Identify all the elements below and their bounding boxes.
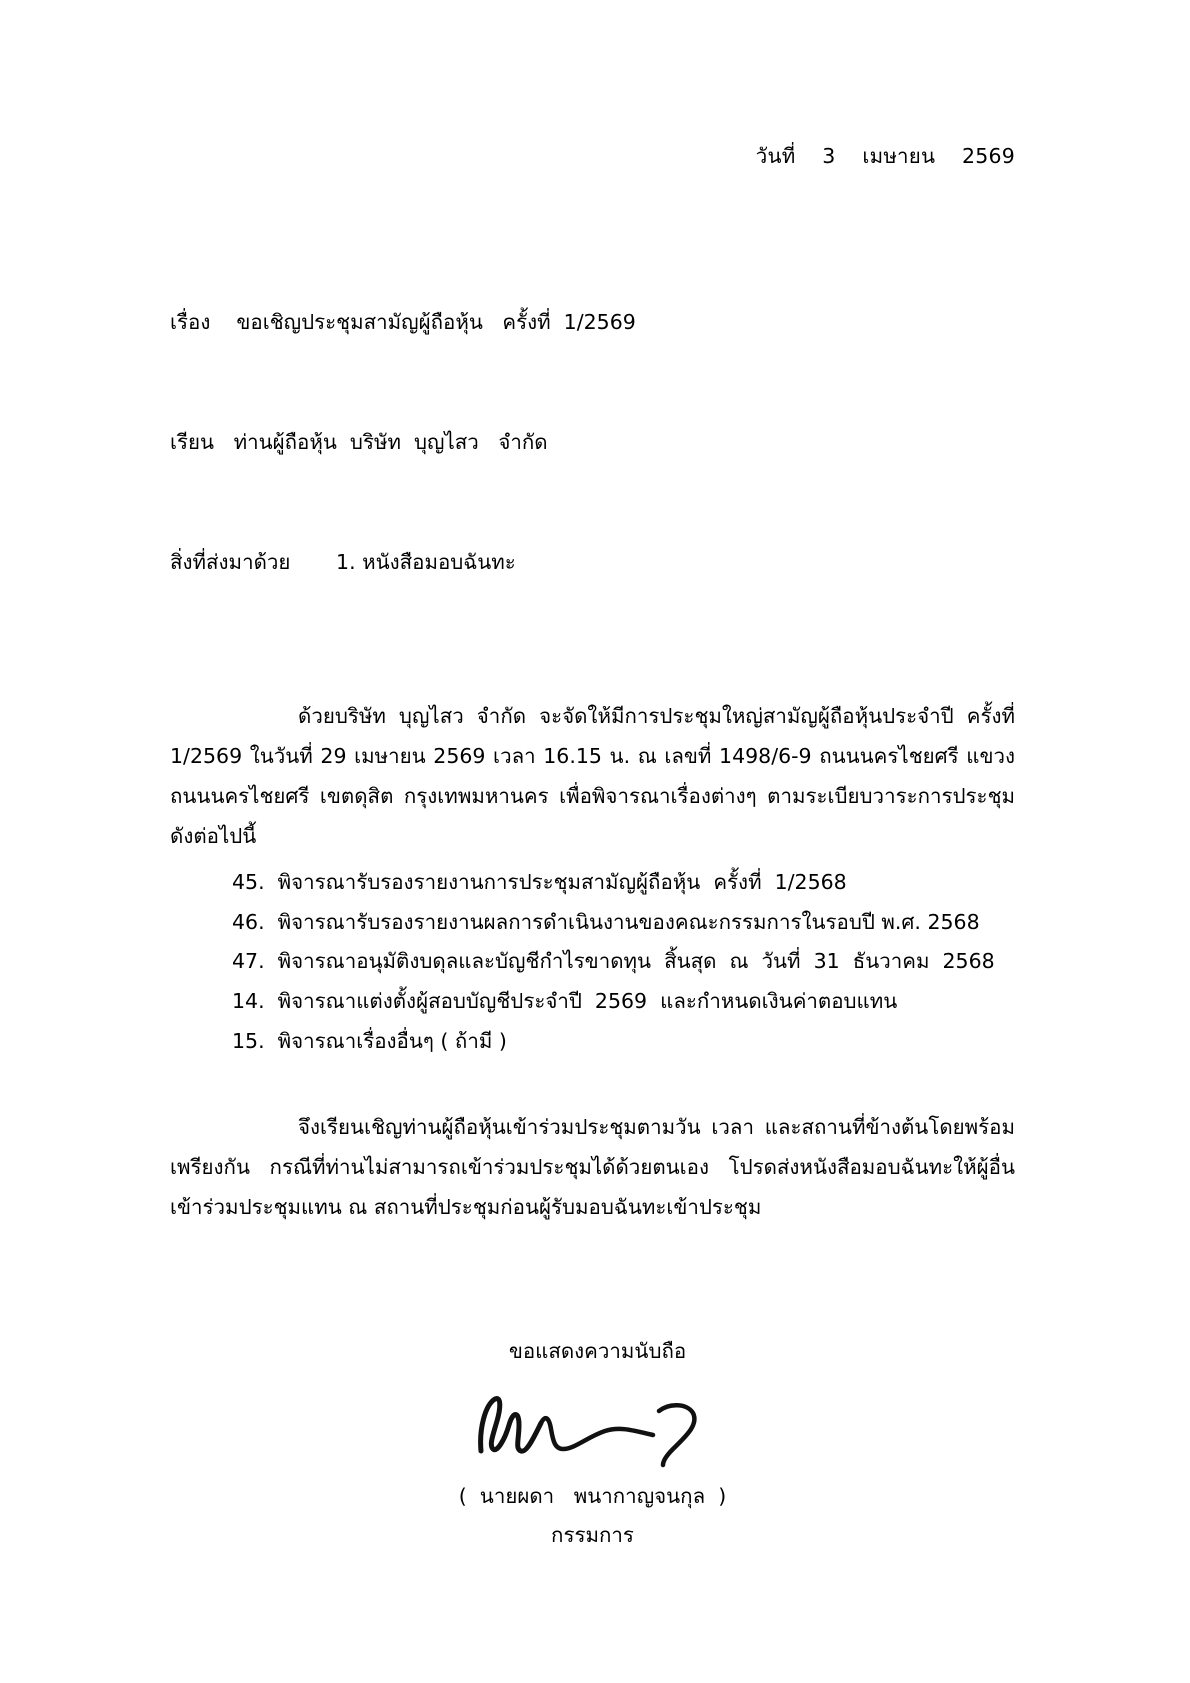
handwritten-signature-icon [170,1383,1015,1475]
closing-paragraph: จึงเรียนเชิญท่านผู้ถือหุ้นเข้าร่วมประชุมตามวัน เวลา และสถานที่ข้างต้นโดยพร้อมเพรียงกัน กรณีที่ท่านไม่สามารถเข้าร่วมประชุมได้ด้วยตนเอง โปรดส่งหนังสือมอบฉันทะให้ผู้อื่นเข้าร่วมประชุมแทน ณ สถานที่ประชุมก่อนผู้รับมอบฉันทะเข้าประชุม [170,1115,1015,1220]
enclosure-line: สิ่งที่ส่งมาด้วย 1. หนังสือมอบฉันทะ [170,549,516,574]
regards-line: ขอแสดงความนับถือ [508,1339,687,1364]
letter-header [170,223,1015,663]
agenda-item: 45. พิจารณารับรองรายงานการประชุมสามัญผู้ถือหุ้น ครั้งที่ 1/2568 [232,869,847,894]
document-body [170,0,1015,1555]
signer-title: กรรมการ [551,1523,634,1548]
signature-block [170,1332,1015,1555]
subject-line: เรื่อง ขอเชิญประชุมสามัญผู้ถือหุ้น ครั้งที่ 1/2569 [170,309,636,334]
agenda-item: 46. พิจารณารับรองรายงานผลการดำเนินงานของคณะกรรมการในรอบปี พ.ศ. 2568 [232,909,980,934]
agenda-item: 15. พิจารณาเรื่องอื่นๆ ( ถ้ามี ) [232,1029,507,1054]
agenda-list [170,863,1015,1063]
signer-name: ( นายผดา พนากาญจนกุล ) [458,1484,727,1509]
agenda-item: 47. พิจารณาอนุมัติงบดุลและบัญชีกำไรขาดทุน สิ้นสุด ณ วันที่ 31 ธันวาคม 2568 [232,949,995,974]
agenda-item: 14. พิจารณาแต่งตั้งผู้สอบบัญชีประจำปี 2569 และกำหนดเงินค่าตอบแทน [232,989,898,1014]
intro-paragraph: ด้วยบริษัท บุญไสว จำกัด จะจัดให้มีการประชุมใหญ่สามัญผู้ถือหุ้นประจำปี ครั้งที่ 1/2569 ในวันที่ 29 เมษายน 2569 เวลา 16.15 น. ณ เลขที่ 1498/6-9 ถนนนครไชยศรี แขวงถนนนครไชยศรี เขตดุสิต กรุงเทพมหานคร เพื่อพิจารณาเรื่องต่างๆ ตามระเบียบวาระการประชุมดังต่อไปนี้ [170,703,1015,848]
addressee-line: เรียน ท่านผู้ถือหุ้น บริษัท บุญไสว จำกัด [170,429,548,454]
document-date: วันที่ 3 เมษายน 2569 [755,144,1015,168]
